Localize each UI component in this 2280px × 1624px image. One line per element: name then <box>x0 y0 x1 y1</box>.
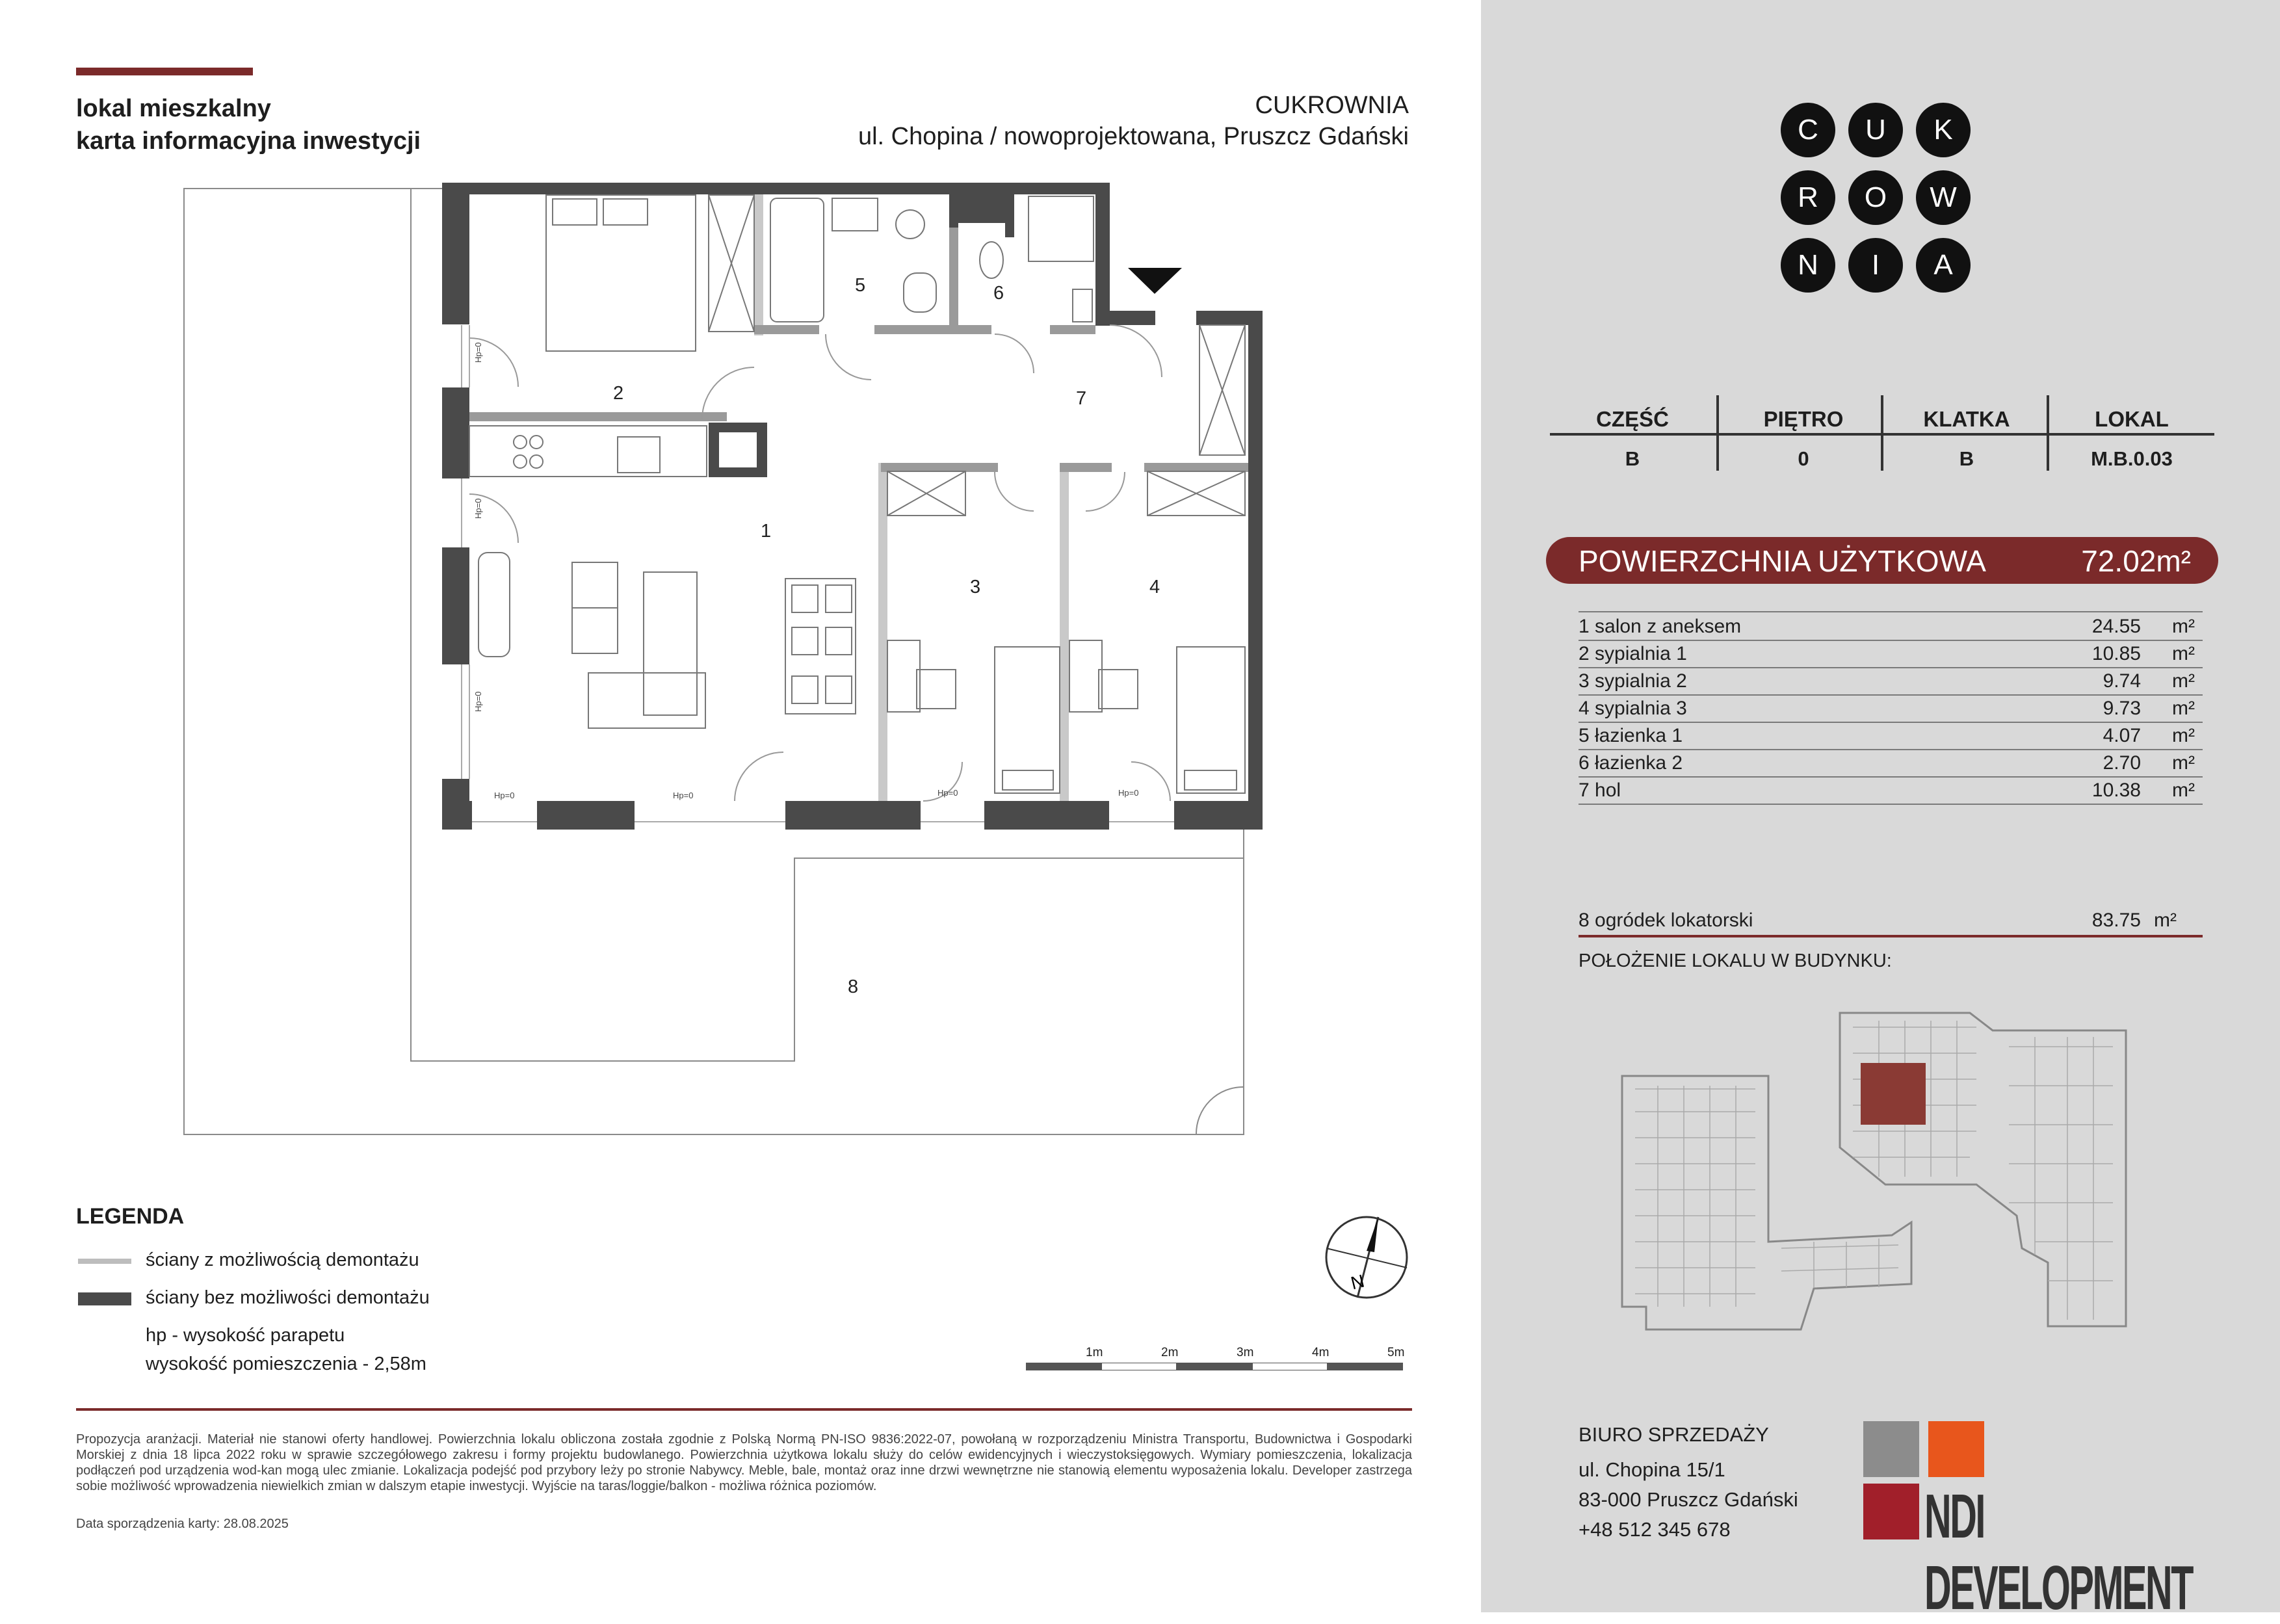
room-area: 10.85 <box>2091 643 2141 664</box>
location-title: POŁOŻENIE LOKALU W BUDYNKU: <box>1579 950 1892 971</box>
list-item <box>1579 614 2203 641</box>
list-item <box>1579 723 2203 750</box>
room-number-2: 2 <box>613 383 624 404</box>
legend-hp-note: hp - wysokość parapetu <box>146 1325 345 1346</box>
list-item <box>1579 668 2203 696</box>
sales-office-city: 83-000 Pruszcz Gdański <box>1579 1488 1798 1511</box>
room-name: 1 salon z aneksem <box>1579 616 1742 637</box>
legend-swatch-demountable <box>78 1259 131 1264</box>
table-value-part: B <box>1625 447 1640 470</box>
investment-header <box>858 90 1409 152</box>
room-name: 2 sypialnia 1 <box>1579 643 1687 664</box>
legend-height-note: wysokość pomieszczenia - 2,58m <box>146 1354 426 1374</box>
sales-office-title: BIURO SPRZEDAŻY <box>1579 1423 1769 1446</box>
room-number-3: 3 <box>970 577 981 597</box>
room-area: 2.70 <box>2103 752 2141 774</box>
table-value-staircase: B <box>1959 447 1974 470</box>
footer-divider <box>76 1408 1412 1411</box>
room-number-5: 5 <box>855 275 866 296</box>
logo-letter: R <box>1781 170 1835 225</box>
investment-name: CUKROWNIA <box>1255 92 1409 119</box>
logo-letter: A <box>1916 238 1971 293</box>
logo-square-grey <box>1863 1421 1919 1477</box>
sales-office-street: ul. Chopina 15/1 <box>1579 1458 1725 1481</box>
table-value-unit: M.B.0.03 <box>2091 447 2173 470</box>
legend-non-demountable: ściany bez możliwości demontażu <box>146 1287 430 1308</box>
floor-plan <box>176 176 1307 1144</box>
table-header-part: CZĘŚĆ <box>1596 407 1669 431</box>
card-date: Data sporządzenia karty: 28.08.2025 <box>76 1517 289 1531</box>
scale-tick-1m: 1m <box>1086 1346 1103 1359</box>
parapet-label: Hp=0 <box>473 342 483 363</box>
room-number-7: 7 <box>1076 388 1087 409</box>
table-header-floor: PIĘTRO <box>1763 407 1844 431</box>
room-unit: m² <box>2172 725 2195 746</box>
document-title-line2: karta informacyjna inwestycji <box>76 127 421 155</box>
interior-walls <box>469 228 1248 472</box>
room-unit: m² <box>2172 752 2195 774</box>
entrance-marker <box>1128 268 1182 294</box>
list-item <box>1579 778 2203 805</box>
compass-label: N <box>1348 1270 1367 1294</box>
garden-row <box>1579 908 2203 937</box>
developer-name: NDI DEVELOPMENT <box>1924 1482 2193 1623</box>
logo-square-red <box>1863 1484 1919 1539</box>
room-name: 7 hol <box>1579 779 1621 801</box>
room-name: 6 łazienka 2 <box>1579 752 1683 774</box>
room-number-1: 1 <box>761 521 772 542</box>
parapet-label: Hp=0 <box>1118 788 1139 798</box>
document-title-line1: lokal mieszkalny <box>76 95 271 122</box>
usable-area-label: POWIERZCHNIA UŻYTKOWA <box>1579 544 1986 578</box>
room-name: 5 łazienka 1 <box>1579 725 1683 746</box>
logo-letter: C <box>1781 103 1835 157</box>
parapet-label: Hp=0 <box>673 791 694 800</box>
garden-name: 8 ogródek lokatorski <box>1579 910 1753 931</box>
sales-office-phone: +48 512 345 678 <box>1579 1518 1731 1541</box>
room-name: 4 sypialnia 3 <box>1579 698 1687 719</box>
room-area: 9.74 <box>2103 670 2141 692</box>
parapet-label: Hp=0 <box>494 791 515 800</box>
room-number-6: 6 <box>993 283 1004 304</box>
room-area: 4.07 <box>2103 725 2141 746</box>
room-unit: m² <box>2172 643 2195 664</box>
building-location-map <box>1619 1008 2152 1333</box>
sales-office <box>1579 1420 1798 1545</box>
garden-area: 83.75 <box>2091 910 2141 931</box>
room-area: 9.73 <box>2103 698 2141 719</box>
usable-area-banner <box>1546 537 2218 584</box>
legend-demountable: ściany z możliwością demontażu <box>146 1250 419 1270</box>
table-header-unit: LOKAL <box>2095 407 2169 431</box>
room-number-4: 4 <box>1149 577 1160 597</box>
scale-tick-5m: 5m <box>1387 1346 1405 1359</box>
list-item <box>1579 750 2203 778</box>
scale-tick-4m: 4m <box>1312 1346 1330 1359</box>
room-unit: m² <box>2172 616 2195 637</box>
list-item <box>1579 641 2203 668</box>
disclaimer: Propozycja aranżacji. Materiał nie stanowi oferty handlowej. Powierzchnia lokalu obliczona została zgodnie z Polską Normą PN-ISO 9836:2022-07, powołaną w rozporządzeniu Ministra Transportu, Budownictwa i Gospodarki Morskiej z dnia 18 lipca 2022 roku w sprawie szczegółowego zakresu i formy projektu budowlanego. Powierzchnia użytkowa lokalu służy do celów ewidencyjnych i wieczystoksięgowych. Wymiary pomieszczenia, lokalizacja podłączeń pod urządzenia wod-kan mogą ulec zmianie. Lokalizacja podejść pod przybory leży po stronie Nabywcy. Meble, bale, montaż oraz inne drzwi wewnętrzne nie stanowią elementu wyposażenia lokalu. Developer zastrzega sobie możliwość wprowadzenia niewielkich zmian w dalszym etapie inwestycji. Wyjście na taras/loggie/balkon - możliwa różnica poziomów. <box>76 1432 1412 1493</box>
legend-title: LEGENDA <box>76 1204 185 1229</box>
usable-area-value: 72.02m² <box>2081 544 2191 578</box>
table-header-staircase: KLATKA <box>1923 407 2010 431</box>
investment-address: ul. Chopina / nowoprojektowana, Pruszcz Gdański <box>858 123 1409 150</box>
logo-letter: U <box>1848 103 1903 157</box>
compass-arrow-icon <box>1367 1217 1378 1252</box>
logo-letter: I <box>1848 238 1903 293</box>
logo-square-orange <box>1928 1421 1984 1477</box>
room-unit: m² <box>2172 670 2195 692</box>
demountable-walls <box>754 190 1069 801</box>
unit-location-highlight <box>1861 1063 1926 1125</box>
room-area: 10.38 <box>2091 779 2141 801</box>
parapet-label: Hp=0 <box>473 691 483 712</box>
logo-letter: N <box>1781 238 1835 293</box>
parapet-label: Hp=0 <box>937 788 958 798</box>
room-number-8: 8 <box>848 976 859 997</box>
room-area: 24.55 <box>2091 616 2141 637</box>
room-unit: m² <box>2172 779 2195 801</box>
list-item <box>1579 696 2203 723</box>
table-value-floor: 0 <box>1798 447 1809 470</box>
logo-letter: W <box>1916 170 1971 225</box>
north-compass <box>1320 1211 1414 1305</box>
room-name: 3 sypialnia 2 <box>1579 670 1687 692</box>
logo-letter: O <box>1848 170 1903 225</box>
legend-swatch-structural <box>78 1292 131 1305</box>
structural-walls <box>442 183 1263 830</box>
document-title <box>76 92 421 157</box>
scale-tick-3m: 3m <box>1237 1346 1254 1359</box>
header-accent-bar <box>76 68 253 75</box>
scale-tick-2m: 2m <box>1161 1346 1179 1359</box>
room-unit: m² <box>2172 698 2195 719</box>
logo-letter: K <box>1916 103 1971 157</box>
parapet-label: Hp=0 <box>473 498 483 519</box>
vent-shaft <box>719 432 757 467</box>
garden-unit: m² <box>2154 910 2177 931</box>
